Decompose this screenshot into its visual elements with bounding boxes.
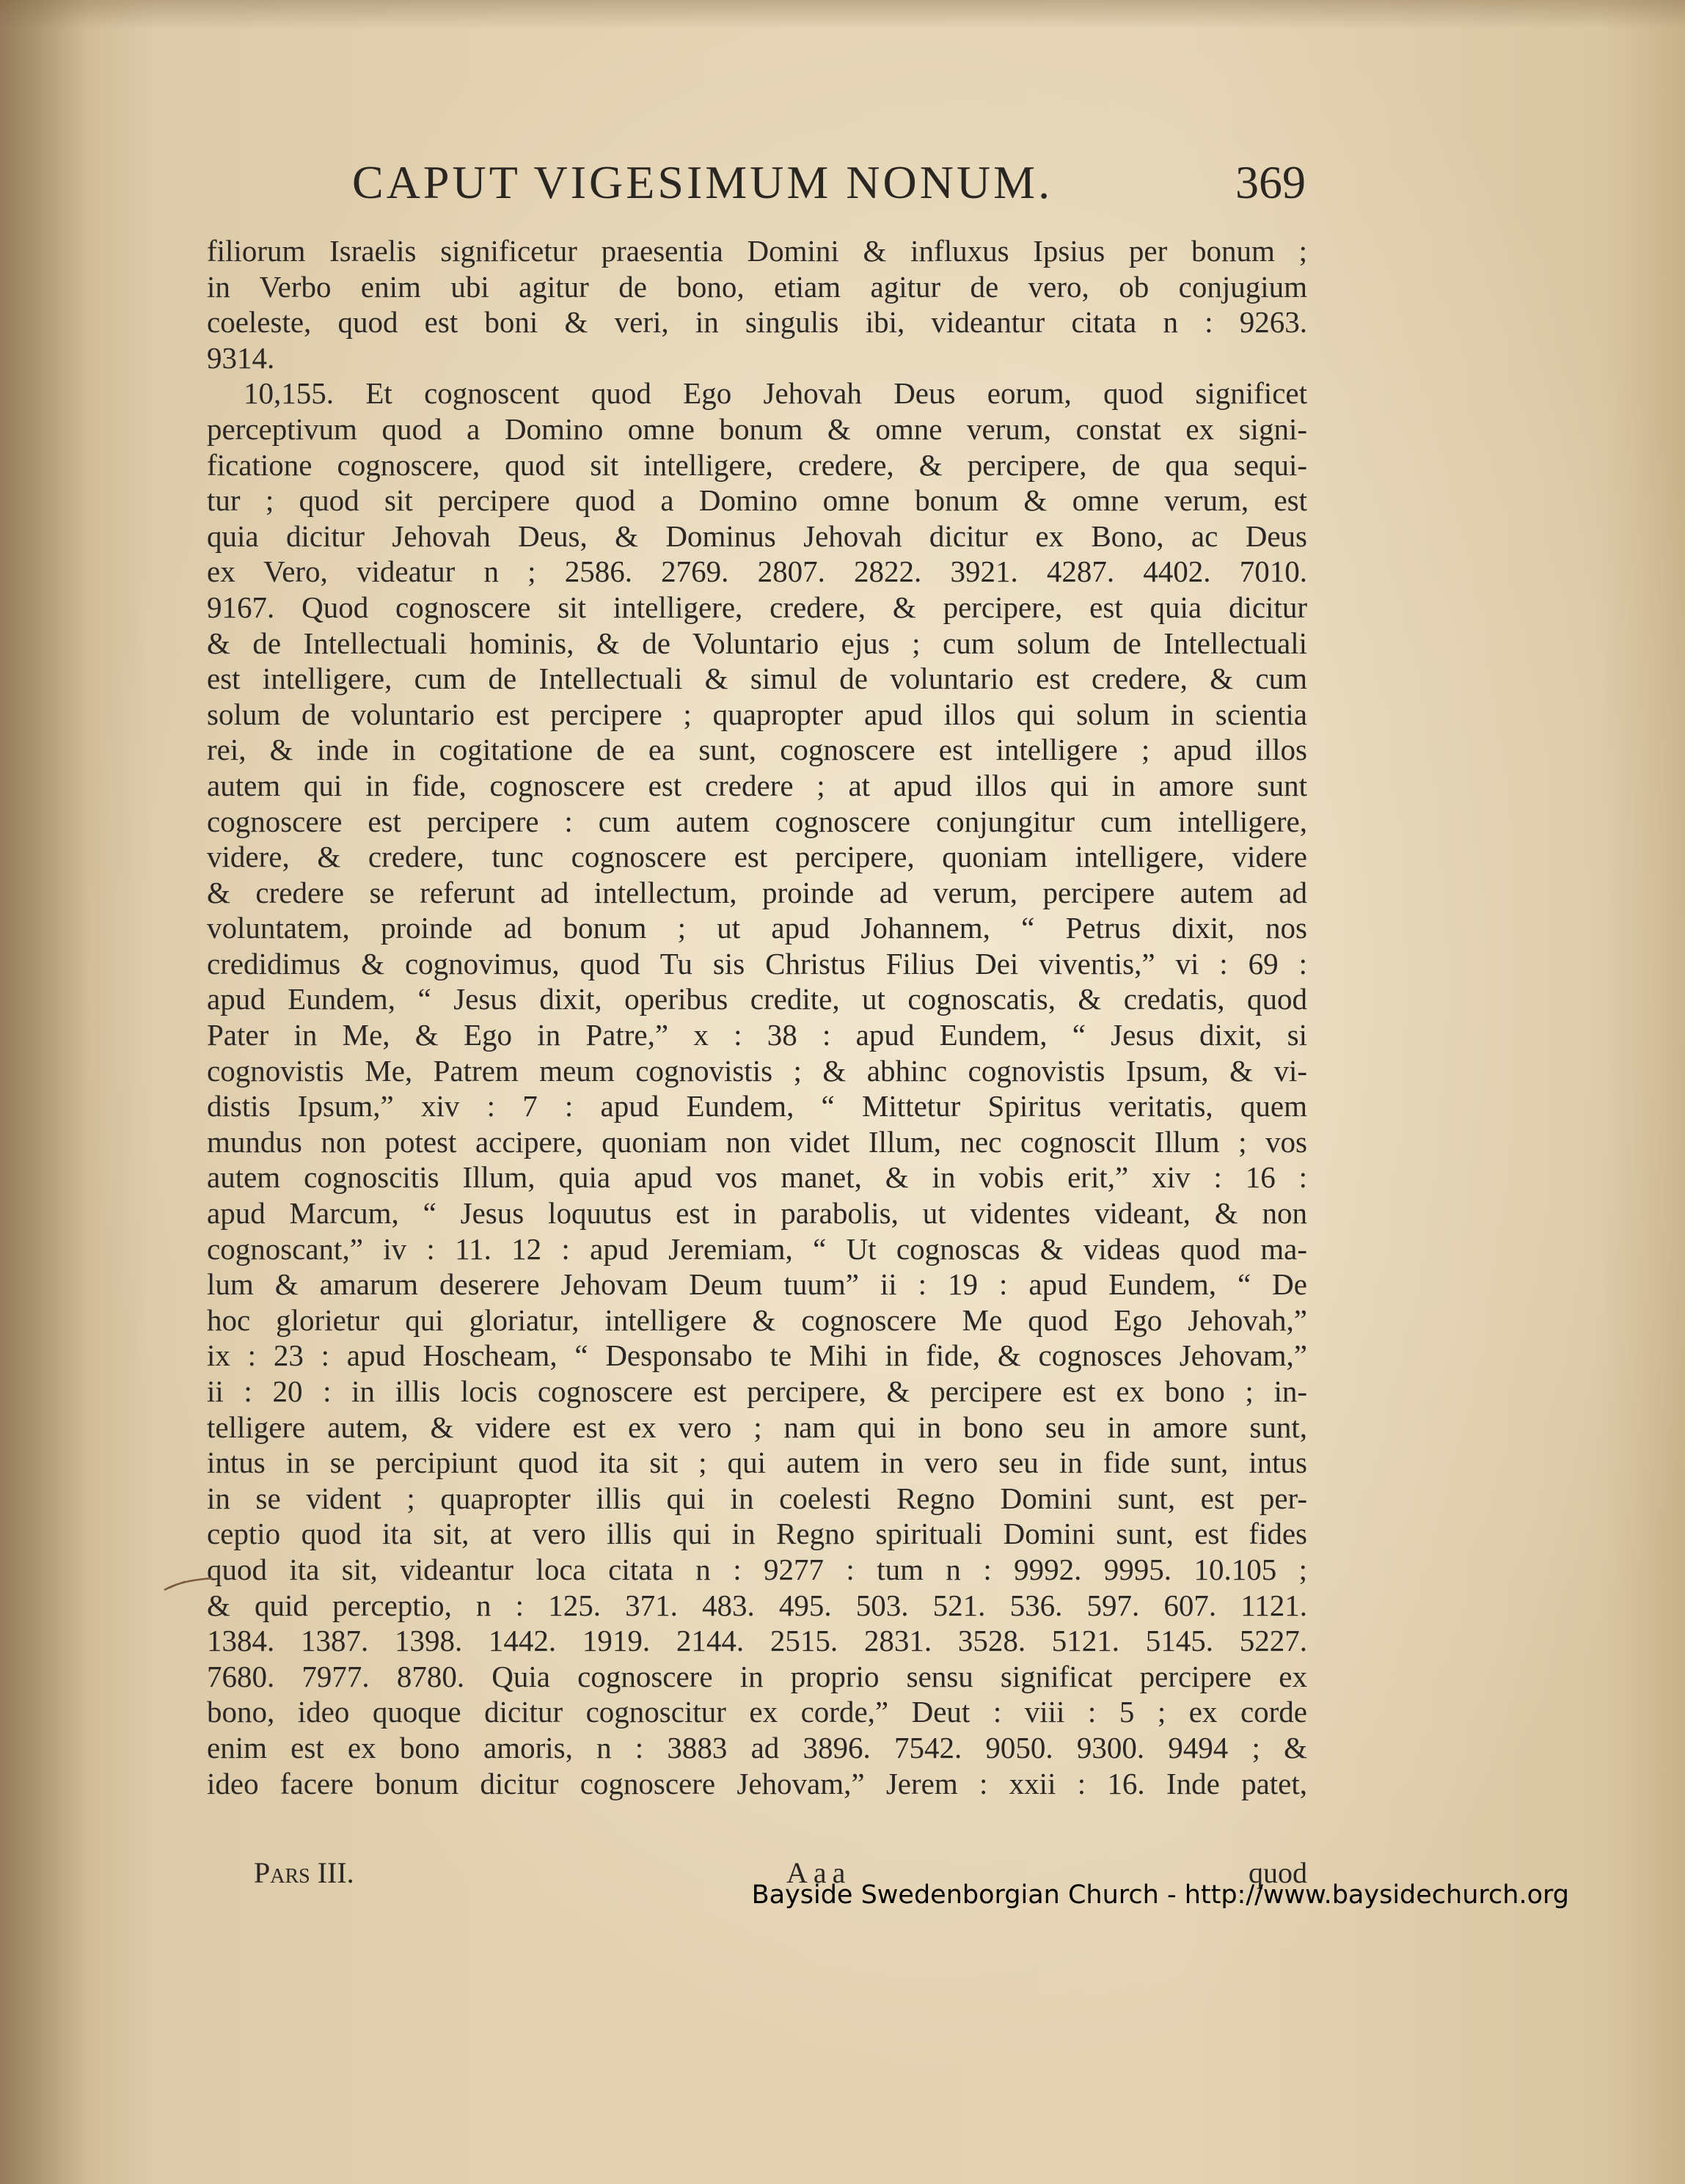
text-line: tur ; quod sit percipere quod a Domino omne bonum & omne verum, est [207,483,1307,518]
text-line: ii : 20 : in illis locis cognoscere est percipere, & percipere est ex bono ; in- [207,1374,1307,1408]
text-line: hoc glorietur qui gloriatur, intelligere & cognoscere Me quod Ego Jehovah,” [207,1302,1307,1337]
text-line: cognoscere est percipere : cum autem cognoscere conjungitur cum intelligere, [207,804,1307,838]
page-number: 369 [1235,156,1306,208]
text-line: & de Intellectuali hominis, & de Voluntario ejus ; cum solum de Intellectuali [207,626,1307,660]
text-line: voluntatem, proinde ad bonum ; ut apud Johannem, “ Petrus dixit, nos [207,911,1307,945]
text-line: in Verbo enim ubi agitur de bono, etiam agitur de vero, ob conjugium [207,269,1307,304]
text-line: autem qui in fide, cognoscere est credere ; at apud illos qui in amore sunt [207,768,1307,802]
text-line: cognovistis Me, Patrem meum cognovistis ; & abhinc cognovistis Ipsum, & vi- [207,1053,1307,1088]
text-line: solum de voluntario est percipere ; quapropter apud illos qui solum in scientia [207,697,1307,731]
text-line: telligere autem, & videre est ex vero ; nam qui in bono seu in amore sunt, [207,1410,1307,1444]
signature-label: Pars III. [254,1856,354,1889]
text-line: mundus non potest accipere, quoniam non videt Illum, nec cognoscit Illum ; vos [207,1124,1307,1159]
text-line: videre, & credere, tunc cognoscere est percipere, quoniam intelligere, videre [207,840,1307,874]
text-line: 9314. [207,340,275,375]
text-line: apud Eundem, “ Jesus dixit, operibus credite, ut cognoscatis, & credatis, quod [207,982,1307,1016]
text-line: & credere se referunt ad intellectum, proinde ad verum, percipere autem ad [207,875,1307,909]
margin-annotation-mark [163,1575,214,1593]
text-line: coeleste, quod est boni & veri, in singulis ibi, videantur citata n : 9263. [207,305,1307,340]
page-top-edge [0,0,1685,29]
page-header [352,155,1306,221]
text-line: bono, ideo quoque dicitur cognoscitur ex corde,” Deut : viii : 5 ; ex corde [207,1695,1307,1729]
text-line: ficatione cognoscere, quod sit intelligere, credere, & percipere, de qua sequi- [207,447,1307,482]
text-line: quia dicitur Jehovah Deus, & Dominus Jehovah dicitur ex Bono, ac Deus [207,518,1307,553]
text-line: & quid perceptio, n : 125. 371. 483. 495. 503. 521. 536. 597. 607. 1121. [207,1588,1307,1622]
text-line: intus in se percipiunt quod ita sit ; qui autem in vero seu in fide sunt, intus [207,1445,1307,1480]
body-text [207,233,1307,1801]
catchword: quod [1249,1856,1307,1889]
text-line: 7680. 7977. 8780. Quia cognoscere in proprio sensu significat percipere ex [207,1659,1307,1693]
text-line: ideo facere bonum dicitur cognoscere Jehovam,” Jerem : xxii : 16. Inde patet, [207,1766,1307,1800]
text-line: autem cognoscitis Illum, quia apud vos manet, & in vobis erit,” xiv : 16 : [207,1160,1307,1195]
text-line: apud Marcum, “ Jesus loquutus est in parabolis, ut videntes videant, & non [207,1196,1307,1231]
binding-shadow [0,0,88,2184]
text-line: Pater in Me, & Ego in Patre,” x : 38 : apud Eundem, “ Jesus dixit, si [207,1018,1307,1052]
text-line: perceptivum quod a Domino omne bonum & omne verum, constat ex signi- [207,411,1307,446]
text-line: lum & amarum deserere Jehovam Deum tuum” ii : 19 : apud Eundem, “ De [207,1267,1307,1302]
paragraph-start-line: 10,155. Et cognoscent quod Ego Jehovah Deus eorum, quod significet [244,376,1307,411]
text-line: ix : 23 : apud Hoscheam, “ Desponsabo te Mihi in fide, & cognosces Jehovam,” [207,1338,1307,1373]
watermark-credit: Bayside Swedenborgian Church - http://www.baysidechurch.org [751,1880,1569,1910]
text-line: est intelligere, cum de Intellectuali & simul de voluntario est credere, & cum [207,662,1307,696]
text-line: ceptio quod ita sit, at vero illis qui in Regno spirituali Domini sunt, est fides [207,1517,1307,1551]
text-line: distis Ipsum,” xiv : 7 : apud Eundem, “ Mittetur Spiritus veritatis, quem [207,1089,1307,1124]
text-line: rei, & inde in cogitatione de ea sunt, cognoscere est intelligere ; apud illos [207,733,1307,767]
text-line: cognoscant,” iv : 11. 12 : apud Jeremiam, “ Ut cognoscas & videas quod ma- [207,1231,1307,1266]
signature-mark: Aaa [786,1856,852,1889]
running-title: CAPUT VIGESIMUM NONUM. [352,156,1053,208]
text-line: enim est ex bono amoris, n : 3883 ad 3896. 7542. 9050. 9300. 9494 ; & [207,1730,1307,1765]
text-line: 1384. 1387. 1398. 1442. 1919. 2144. 2515. 2831. 3528. 5121. 5145. 5227. [207,1624,1307,1658]
text-line: ex Vero, videatur n ; 2586. 2769. 2807. 2822. 3921. 4287. 4402. 7010. [207,554,1307,589]
text-line: filiorum Israelis significetur praesentia Domini & influxus Ipsius per bonum ; [207,234,1307,268]
text-line: 9167. Quod cognoscere sit intelligere, credere, & percipere, est quia dicitur [207,590,1307,624]
text-line: quod ita sit, videantur loca citata n : 9277 : tum n : 9992. 9995. 10.105 ; [207,1552,1307,1586]
text-line: credidimus & cognovimus, quod Tu sis Christus Filius Dei viventis,” vi : 69 : [207,946,1307,981]
text-line: in se vident ; quapropter illis qui in coelesti Regno Domini sunt, est per- [207,1481,1307,1515]
